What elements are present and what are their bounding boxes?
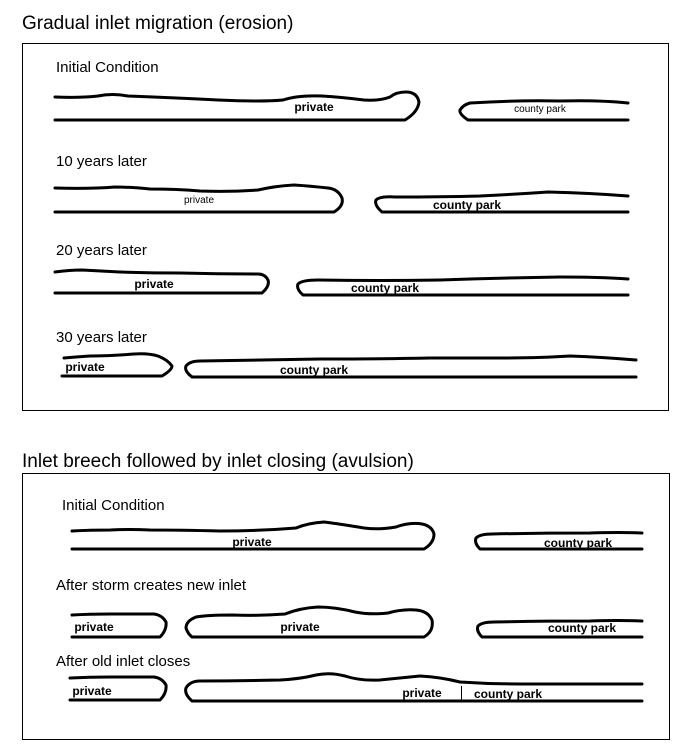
county-park-island-label: county park — [543, 536, 613, 550]
county-park-island-label: county park — [547, 621, 617, 635]
private-island-label: private — [183, 195, 215, 206]
county-park-island-label: county park — [279, 363, 349, 377]
private-island-label: private — [232, 535, 272, 549]
private-island-label: private — [65, 360, 105, 374]
private-island-label: private — [294, 100, 334, 114]
erosion-row-label-10-years: 10 years later — [56, 153, 147, 170]
private-island-label: private — [402, 686, 442, 700]
property-boundary-line — [461, 686, 462, 701]
county-park-island-label: county park — [350, 281, 420, 295]
avulsion-row-label-initial: Initial Condition — [62, 497, 165, 514]
private-island-label: private — [134, 277, 174, 291]
erosion-row-label-initial: Initial Condition — [56, 59, 159, 76]
erosion-section-title: Gradual inlet migration (erosion) — [22, 13, 294, 34]
private-island-label: private — [74, 620, 114, 634]
county-park-island-label: county park — [473, 687, 543, 701]
avulsion-row-label-after-storm: After storm creates new inlet — [56, 577, 247, 594]
avulsion-row-label-after-closing: After old inlet closes — [56, 653, 191, 670]
county-park-island-label: county park — [514, 104, 566, 115]
erosion-row-label-30-years: 30 years later — [56, 329, 147, 346]
avulsion-section-title: Inlet breech followed by inlet closing (avulsion) — [22, 451, 414, 472]
erosion-row-label-20-years: 20 years later — [56, 242, 147, 259]
county-park-island-label: county park — [432, 198, 502, 212]
private-island-label: private — [72, 684, 112, 698]
private-island-label: private — [280, 620, 320, 634]
